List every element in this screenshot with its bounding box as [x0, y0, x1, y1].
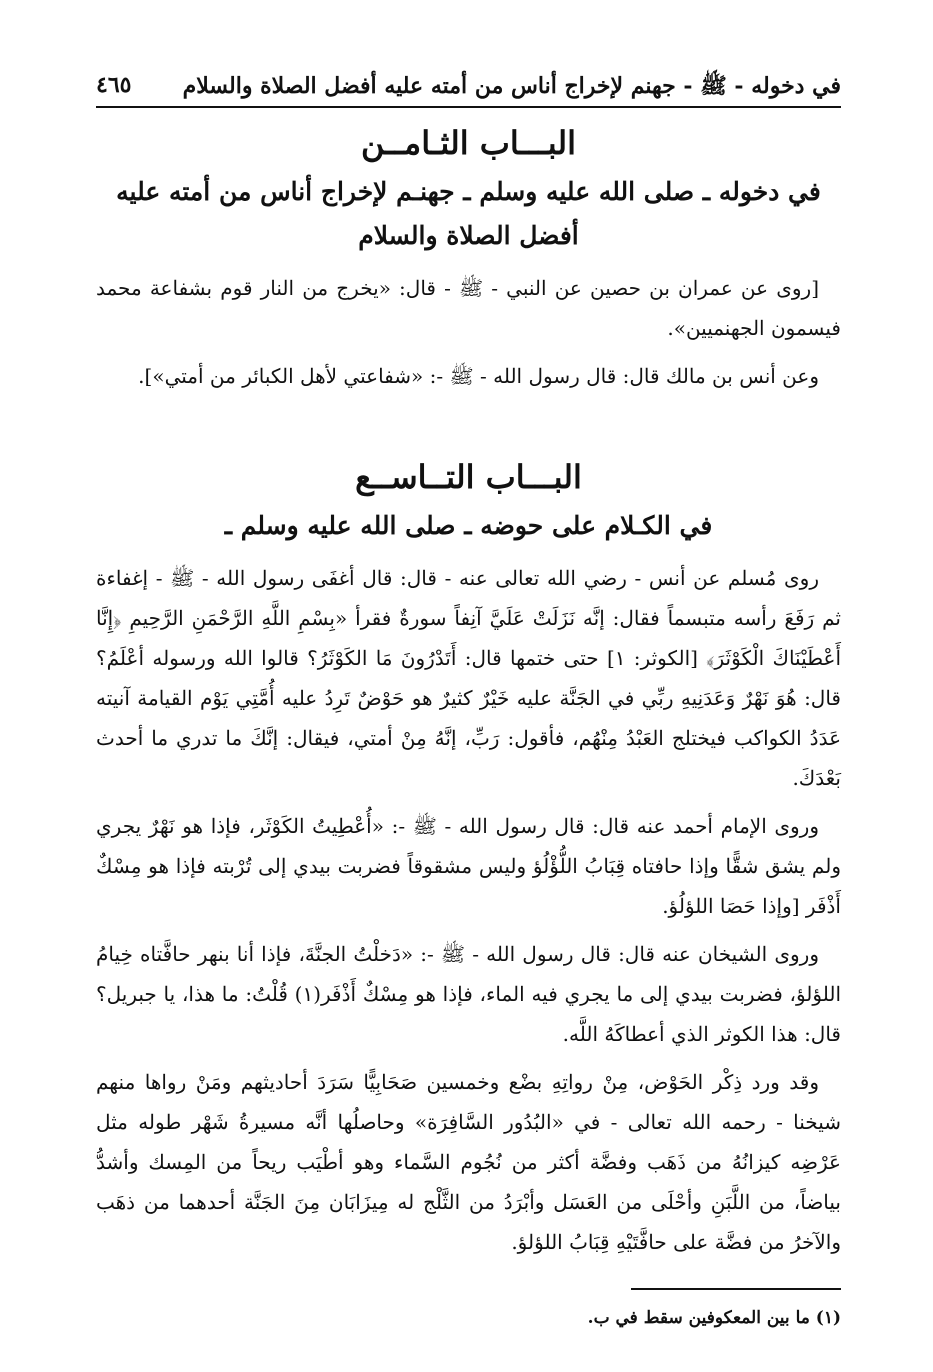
- chapter-8-subtitle-line-1: في دخوله ـ صلى الله عليه وسلم ـ جهنـم لإخراج أناس من أمته عليه: [116, 177, 821, 206]
- chapter-8-paragraph: وعن أنس بن مالك قال: قال رسول الله - ﷺ -: «شفاعتي لأهل الكبائر من أمتي»].: [138, 364, 819, 388]
- section-divider-space: [96, 404, 841, 442]
- chapter-9-title: البـــاب التــاســع: [355, 458, 582, 496]
- running-title: في دخوله - ﷺ - جهنم لإخراج أناس من أمته عليه أفضل الصلاة والسلام: [182, 73, 841, 99]
- book-page: [96, 62, 841, 1332]
- chapter-8-subtitle-line-2: أفضل الصلاة والسلام: [358, 221, 579, 250]
- chapter-9-paragraph: روى مُسلم عن أنس - رضي الله تعالى عنه - قال: قال أغفَى رسول الله - ﷺ - إغفاءة ثم رَفَعَ رأسه متبسماً فقال: إنَّه نَزَلَتْ عَلَيَّ آنِفاً سورةٌ فقرأ «بِسْمِ اللَّهِ الرَّحْمَنِ الرَّحِيمِ ﴿إِنَّا أَعْطَيْنَاكَ الْكَوْثَرَ﴾ [الكوثر: ١] حتى ختمها قال: أَتَدْرُونَ مَا الكَوْثَرُ؟ قالوا الله ورسوله أعْلَمُ؟ قال: هُوَ نَهْرٌ وَعَدَنِيهِ ربِّي في الجَنَّة عليه خَيْرٌ كثيرٌ هو حَوْضٌ تَرِدُ عليه أُمَّتِي يَوْم القيامة آنيته عَدَدُ الكواكب فيختلج العَبْدُ مِنْهُم، فأقول: رَبِّ، إنَّهُ مِنْ أمتي، فيقال: إنَّكَ ما تدري ما أحدث بَعْدَكَ.: [96, 566, 841, 790]
- page-number: ٤٦٥: [96, 72, 132, 98]
- running-header: [96, 62, 841, 108]
- footnote-separator: [631, 1288, 841, 1290]
- chapter-8-paragraph: [روى عن عمران بن حصين عن النبي - ﷺ - قال: «يخرج من النار قوم بشفاعة محمد فيسمون الجهنميين».: [96, 276, 841, 340]
- chapter-8-subtitle: [96, 170, 841, 258]
- chapter-9-paragraph: وروى الشيخان عنه قال: قال رسول الله - ﷺ -: «دَخلْتُ الجنَّةَ، فإذا أنا بنهر حافَّتاه خِيامُ اللؤلؤ، فضربت بيدي إلى ما يجري فيه الماء، فإذا هو مِسْكٌ أَذْفَر(١) قُلْتُ: ما هذا، يا جبريل؟ قال: هذا الكوثر الذي أعطاكَهُ اللَّه.: [96, 942, 841, 1046]
- chapter-8-title: البـــاب الثـامــن: [360, 124, 577, 162]
- chapter-9-paragraph: وقد ورد ذِكْر الحَوْض، مِنْ رواتِهِ بضْع وخمسين صَحَابِيًّا سَرَدَ أحاديثهم ومَنْ رواها منهم شيخنا - رحمه الله تعالى - في «البُدُور السَّافِرَة» وحاصلُها أنَّه مسيرةُ شَهْر طوله مثل عَرْضِه كيزانُهُ من ذَهَب وفضَّة أكثر من نُجُوم السَّماء وهو أطْيَب ريحاً من المِسك وأشدُّ بياضاً، من اللَّبَنِ وأحْلَى من العَسَل وأبْرَدُ من الثَّلْج له مِيزَابَان مِنَ الجَنَّة أحدهما من ذهَب والآخرُ من فضَّة على حافَّتَيْهِ قِبَابُ اللؤلؤ.: [96, 1070, 841, 1254]
- chapter-9-subtitle: في الكـلام على حوضه ـ صلى الله عليه وسلم ـ: [224, 511, 713, 540]
- footnote: (١) ما بين المعكوفين سقط في ب.: [587, 1308, 841, 1328]
- chapter-9-paragraph: وروى الإمام أحمد عنه قال: قال رسول الله - ﷺ -: «أُعْطِيتُ الكَوْثَر، فإذا هو نَهْرٌ يجري ولم يشق شقًّا وإذا حافتاه قِبَابُ اللُّؤْلُؤ وليس مشقوقاً فضربت بيدي إلى تُرْبته فإذا هو مِسْكٌ أَذْفَر [وإذا حَصَا اللؤلُؤ.: [96, 814, 841, 918]
